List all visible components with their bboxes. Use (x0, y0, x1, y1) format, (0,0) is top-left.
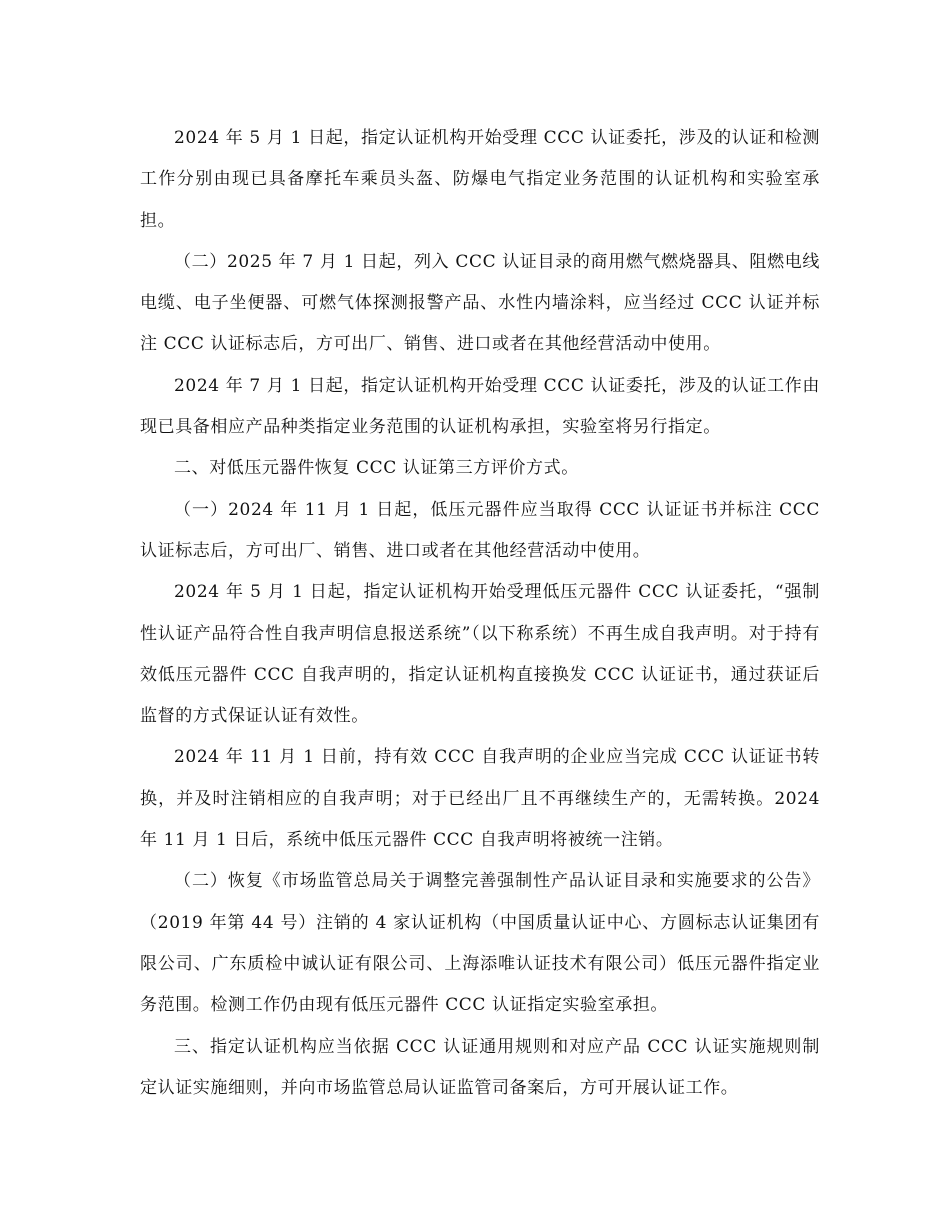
paragraph-self-declaration-system: 2024 年 5 月 1 日起，指定认证机构开始受理低压元器件 CCC 认证委托，“强制性认证产品符合性自我声明信息报送系统”（以下称系统）不再生成自我声明。对于持有效低压元器件 CCC 自我声明的，指定认证机构直接换发 CCC 认证证书，通过获证后监督的方式保证认证有效性。 (140, 582, 820, 727)
paragraph-certificate-conversion: 2024 年 11 月 1 日前，持有效 CCC 自我声明的企业应当完成 CCC 认证证书转换，并及时注销相应的自我声明；对于已经出厂且不再继续生产的，无需转换。2024 年 11 月 1 日后，系统中低压元器件 CCC 自我声明将被统一注销。 (140, 747, 820, 851)
paragraph-ccc-helmet-explosion-proof: 2024 年 5 月 1 日起，指定认证机构开始受理 CCC 认证委托，涉及的认证和检测工作分别由现已具备摩托车乘员头盔、防爆电气指定业务范围的认证机构和实验室承担。 (140, 128, 820, 231)
paragraph-restore-certification-bodies: （二）恢复《市场监管总局关于调整完善强制性产品认证目录和实施要求的公告》（2019 年第 44 号）注销的 4 家认证机构（中国质量认证中心、方圆标志认证集团有限公司、广东质检中诚认证有限公司、上海添唯认证技术有限公司）低压元器件指定业务范围。检测工作仍由现有低压元器件 CCC 认证指定实验室承担。 (140, 871, 820, 1016)
section-heading-low-voltage-components: 二、对低压元器件恢复 CCC 认证第三方评价方式。 (174, 458, 579, 479)
paragraph-2024-july-acceptance: 2024 年 7 月 1 日起，指定认证机构开始受理 CCC 认证委托，涉及的认证工作由现已具备相应产品种类指定业务范围的认证机构承担，实验室将另行指定。 (140, 375, 820, 438)
document-body (140, 118, 820, 1109)
paragraph-2025-products-list: （二）2025 年 7 月 1 日起，列入 CCC 认证目录的商用燃气燃烧器具、阻燃电线电缆、电子坐便器、可燃气体探测报警产品、水性内墙涂料，应当经过 CCC 认证并标注 CCC 认证标志后，方可出厂、销售、进口或者在其他经营活动中使用。 (140, 251, 820, 355)
paragraph-low-voltage-certificate-required: （一）2024 年 11 月 1 日起，低压元器件应当取得 CCC 认证证书并标注 CCC 认证标志后，方可出厂、销售、进口或者在其他经营活动中使用。 (140, 499, 820, 561)
section-heading-implementation-rules: 三、指定认证机构应当依据 CCC 认证通用规则和对应产品 CCC 认证实施规则制定认证实施细则，并向市场监管总局认证监管司备案后，方可开展认证工作。 (140, 1036, 820, 1098)
